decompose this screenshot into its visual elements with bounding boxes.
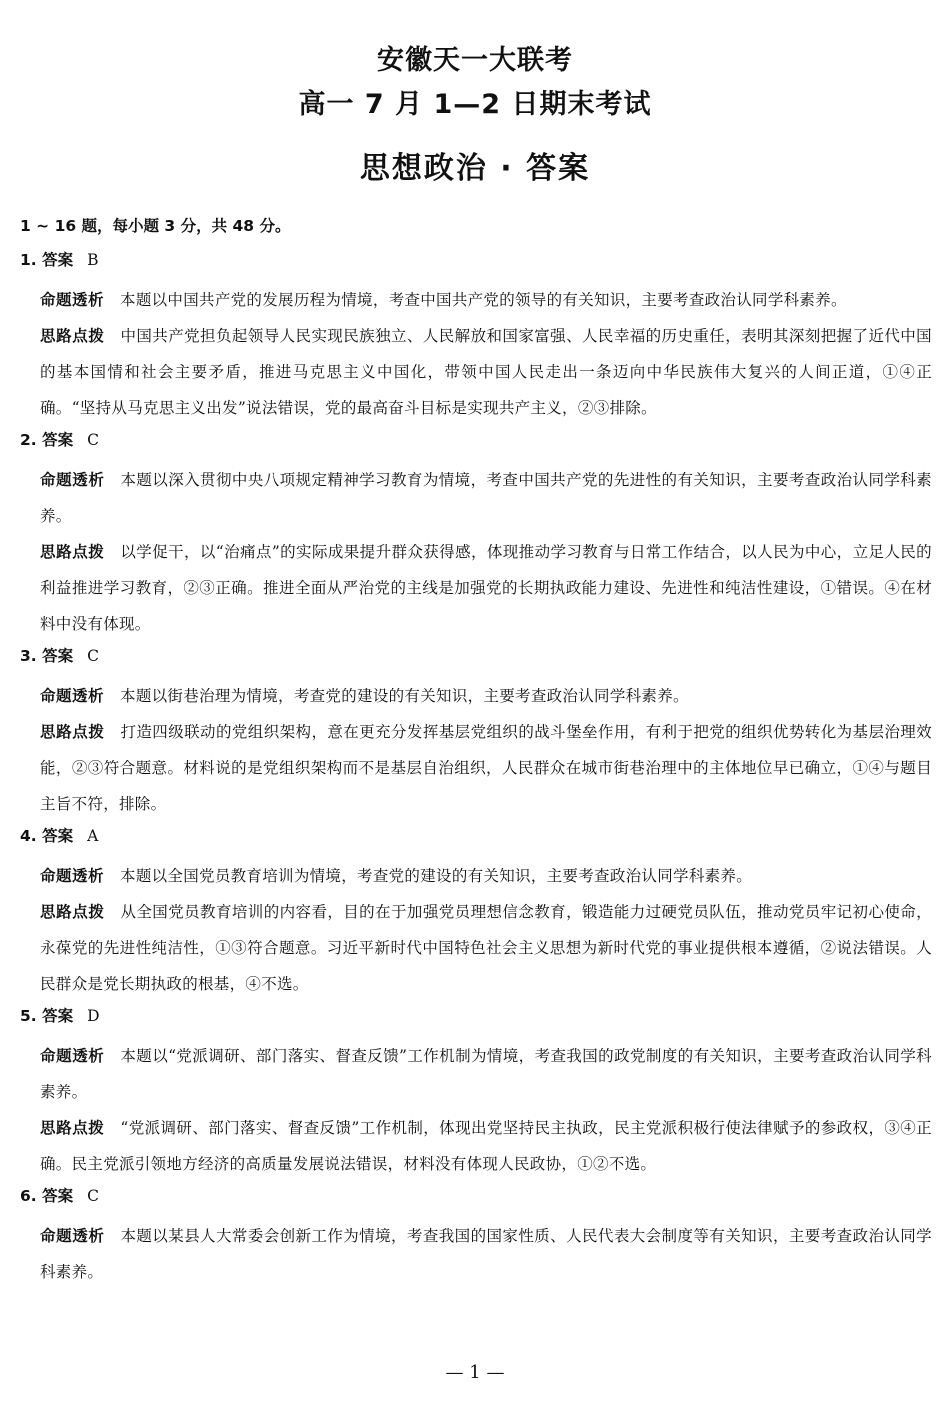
analysis-text: 本题以中国共产党的发展历程为情境，考查中国共产党的领导的有关知识，主要考查政治认同学科素养。: [120, 291, 847, 309]
answer-letter: B: [87, 251, 99, 269]
hint-label: 思路点拨: [40, 723, 105, 741]
answer-letter: C: [87, 1187, 99, 1205]
analysis-paragraph: [20, 1038, 932, 1110]
question-item: [20, 822, 932, 1002]
analysis-label: 命题透析: [40, 471, 105, 489]
hint-paragraph: [20, 714, 932, 822]
hint-text: “党派调研、部门落实、督查反馈”工作机制，体现出党坚持民主执政，民主党派积极行使法律赋予的参政权，③④正确。民主党派引领地方经济的高质量发展说法错误，材料没有体现人民政协，①②不选。: [40, 1119, 932, 1173]
hint-paragraph: [20, 534, 932, 642]
hint-text: 打造四级联动的党组织架构，意在更充分发挥基层党组织的战斗堡垒作用，有利于把党的组织优势转化为基层治理效能，②③符合题意。材料说的是党组织架构而不是基层自治组织，人民群众在城市街巷治理中的主体地位早已确立，①④与题目主旨不符，排除。: [40, 723, 932, 813]
answer-letter: A: [87, 827, 99, 845]
hint-label: 思路点拨: [40, 327, 105, 345]
exam-org-title: 安徽天一大联考: [377, 45, 573, 76]
question-number: 6. 答案: [20, 1187, 74, 1205]
hint-text: 从全国党员教育培训的内容看，目的在于加强党员理想信念教育，锻造能力过硬党员队伍，推动党员牢记初心使命，永葆党的先进性纯洁性，①③符合题意。习近平新时代中国特色社会主义思想为新时代党的事业提供根本遵循，②说法错误。人民群众是党长期执政的根基，④不选。: [40, 903, 932, 993]
analysis-paragraph: [20, 1218, 932, 1290]
analysis-text: 本题以街巷治理为情境，考查党的建设的有关知识，主要考查政治认同学科素养。: [120, 687, 689, 705]
analysis-paragraph: [20, 282, 932, 318]
hint-label: 思路点拨: [40, 543, 105, 561]
question-item: [20, 246, 932, 426]
section-intro: 1 ~ 16 题，每小题 3 分，共 48 分。: [20, 217, 291, 235]
analysis-paragraph: [20, 858, 932, 894]
question-number: 3. 答案: [20, 647, 74, 665]
analysis-label: 命题透析: [40, 291, 105, 309]
analysis-label: 命题透析: [40, 867, 105, 885]
analysis-text: 本题以“党派调研、部门落实、督查反馈”工作机制为情境，考查我国的政党制度的有关知识，主要考查政治认同学科素养。: [40, 1047, 932, 1101]
analysis-label: 命题透析: [40, 1047, 105, 1065]
question-item: [20, 642, 932, 822]
analysis-label: 命题透析: [40, 1227, 105, 1245]
analysis-paragraph: [20, 462, 932, 534]
hint-paragraph: [20, 894, 932, 1002]
exam-name-title: 高一 7 月 1—2 日期末考试: [298, 89, 652, 120]
hint-text: 以学促干，以“治痛点”的实际成果提升群众获得感，体现推动学习教育与日常工作结合，以人民为中心，立足人民的利益推进学习教育，②③正确。推进全面从严治党的主线是加强党的长期执政能力建设、先进性和纯洁性建设，①错误。④在材料中没有体现。: [40, 543, 932, 633]
question-number: 4. 答案: [20, 827, 74, 845]
answer-content: [20, 212, 932, 1290]
question-number: 1. 答案: [20, 251, 74, 269]
hint-label: 思路点拨: [40, 903, 105, 921]
question-item: [20, 1182, 932, 1290]
answer-letter: D: [87, 1007, 100, 1025]
analysis-paragraph: [20, 678, 932, 714]
question-number: 2. 答案: [20, 431, 74, 449]
analysis-label: 命题透析: [40, 687, 105, 705]
subject-title: 思想政治 · 答案: [359, 151, 591, 186]
hint-label: 思路点拨: [40, 1119, 105, 1137]
question-number: 5. 答案: [20, 1007, 74, 1025]
hint-text: 中国共产党担负起领导人民实现民族独立、人民解放和国家富强、人民幸福的历史重任，表明其深刻把握了近代中国的基本国情和社会主要矛盾，推进马克思主义中国化，带领中国人民走出一条迈向中华民族伟大复兴的人间正道，①④正确。“坚持从马克思主义出发”说法错误，党的最高奋斗目标是实现共产主义，②③排除。: [40, 327, 932, 417]
hint-paragraph: [20, 318, 932, 426]
page-number: — 1 —: [445, 1362, 505, 1383]
analysis-text: 本题以全国党员教育培训为情境，考查党的建设的有关知识，主要考查政治认同学科素养。: [120, 867, 753, 885]
hint-paragraph: [20, 1110, 932, 1182]
question-item: [20, 426, 932, 642]
analysis-text: 本题以某县人大常委会创新工作为情境，考查我国的国家性质、人民代表大会制度等有关知识，主要考查政治认同学科素养。: [40, 1227, 932, 1281]
answer-letter: C: [87, 647, 99, 665]
question-item: [20, 1002, 932, 1182]
analysis-text: 本题以深入贯彻中央八项规定精神学习教育为情境，考查中国共产党的先进性的有关知识，主要考查政治认同学科素养。: [40, 471, 932, 525]
answer-letter: C: [87, 431, 99, 449]
